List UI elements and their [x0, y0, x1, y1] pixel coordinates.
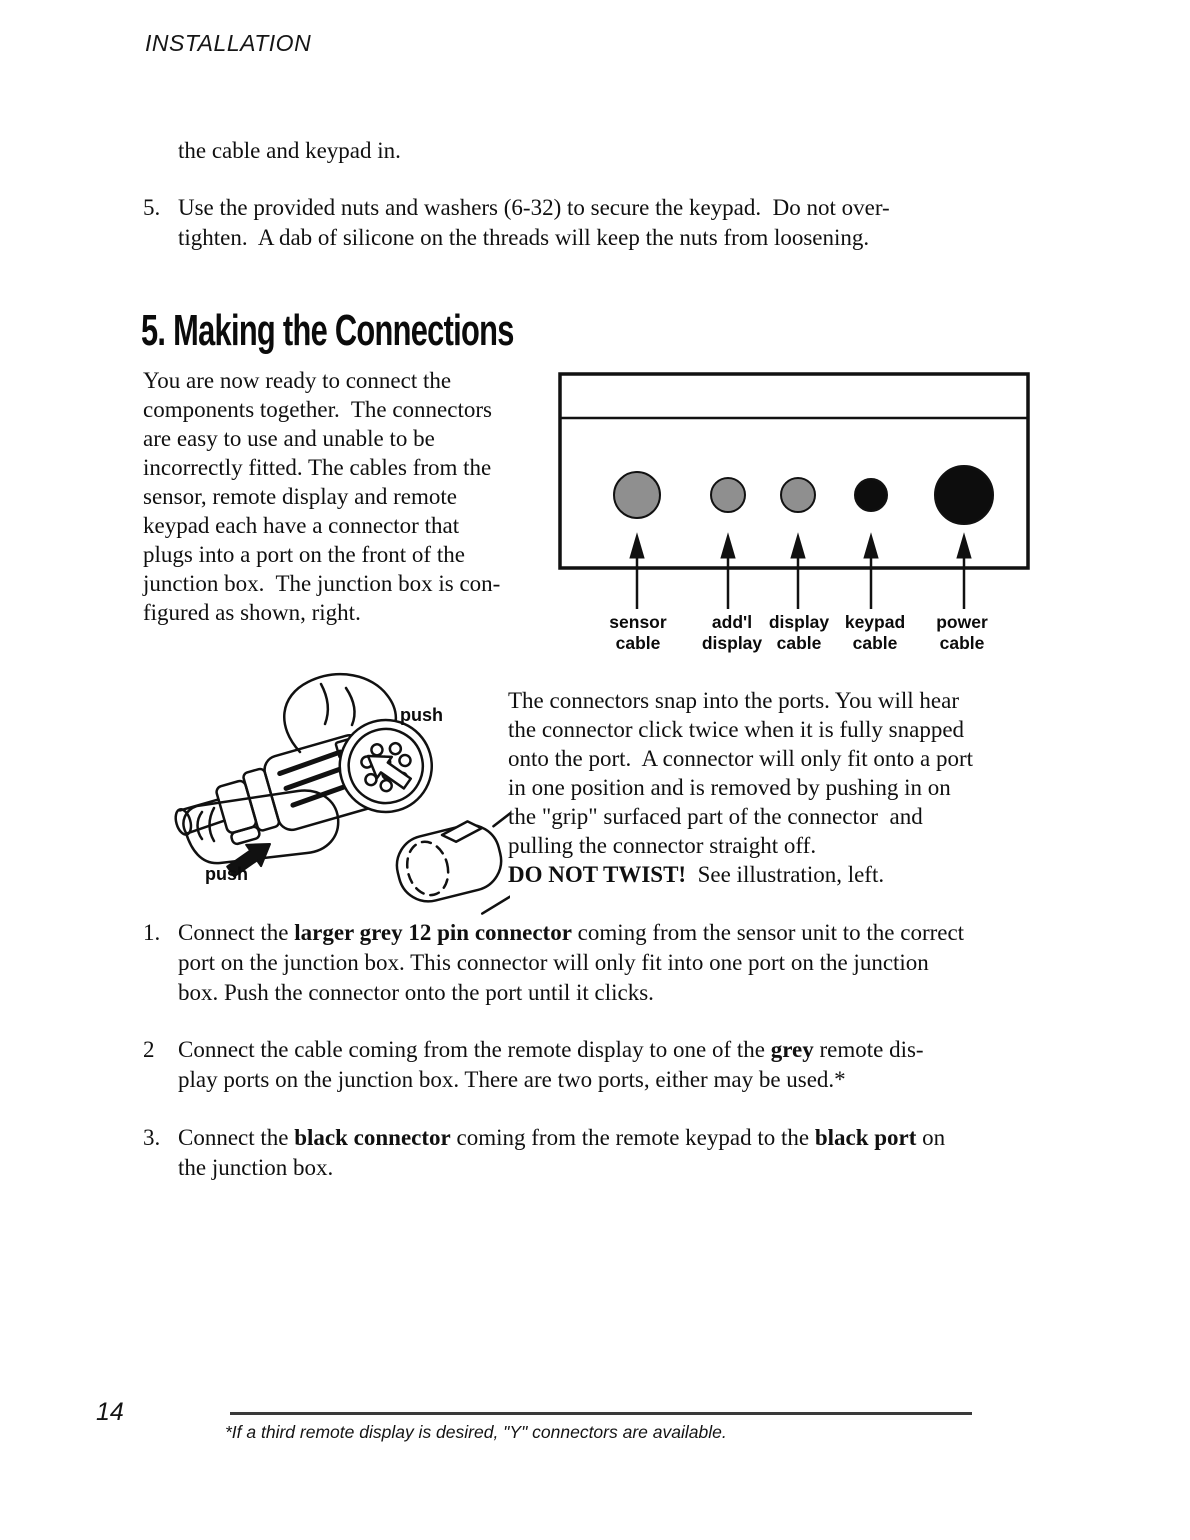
- push-label-top: push: [400, 705, 443, 725]
- snap-paragraph: The connectors snap into the ports. You will hear the connector click twice when it is fully snapped onto the port. A connector will only fit onto a port in one position and is removed by pushing in on the "grip" surfaced part of the connector and pulling the connector straight off. DO NOT TWIST! See illustration, left.: [508, 688, 974, 887]
- connector-illustration: [150, 672, 510, 920]
- connector-figure: [150, 672, 510, 920]
- port-label-power: power cable: [936, 612, 988, 653]
- port-label-keypad: keypad cable: [844, 612, 906, 653]
- sensor-port: [614, 472, 660, 518]
- page-header: INSTALLATION: [145, 30, 312, 56]
- section-heading-wrap: [141, 306, 673, 356]
- step-number: 2: [143, 1037, 155, 1062]
- step-item-1: [143, 918, 964, 1008]
- power-port: [935, 466, 993, 524]
- keypad-port: [855, 479, 887, 511]
- port-arrows: [630, 534, 971, 609]
- addl-display-port: [711, 478, 745, 512]
- step-text: Connect the black connector coming from the remote keypad to the black port on the junction box.: [178, 1125, 946, 1180]
- intro-line: the cable and keypad in.: [178, 138, 401, 163]
- step-number: 1.: [143, 920, 161, 945]
- port-label-sensor: sensor cable: [609, 612, 667, 653]
- step-number: 3.: [143, 1125, 161, 1150]
- footnote-rule: [230, 1412, 972, 1415]
- step-text: Connect the cable coming from the remote display to one of the grey remote dis- play ports on the junction box. There are two ports, either may be used.*: [178, 1037, 924, 1092]
- junction-box-figure: [558, 372, 1032, 664]
- step-number: 5.: [143, 195, 161, 220]
- push-label-bottom: push: [205, 864, 248, 884]
- step-item-2: [143, 1035, 924, 1095]
- step-item-5: [143, 193, 890, 253]
- display-port: [781, 478, 815, 512]
- page-number: 14: [96, 1398, 124, 1426]
- port-label-addl-display: add'l display: [701, 612, 763, 653]
- step-text: Connect the larger grey 12 pin connector coming from the sensor unit to the correct port on the junction box. This connector will only fit into one port on the junction box. Push the connector onto the port until it clicks.: [178, 920, 965, 1005]
- intro-paragraph: You are now ready to connect the components together. The connectors are easy to use and unable to be incorrectly fitted. The cables from the sensor, remote display and remote keypad each have a connector that plugs into a port on the front of the junction box. The junction box is con- figured as shown, right.: [143, 368, 501, 625]
- footnote-text: *If a third remote display is desired, "Y" connectors are available.: [225, 1422, 727, 1442]
- step-text: Use the provided nuts and washers (6-32) to secure the keypad. Do not over- tighten. A dab of silicone on the threads will keep the nuts from loosening.: [178, 195, 890, 250]
- step-item-3: [143, 1123, 945, 1183]
- port-label-display: display cable: [768, 612, 830, 653]
- section-heading: 5. Making the Connections: [141, 306, 514, 355]
